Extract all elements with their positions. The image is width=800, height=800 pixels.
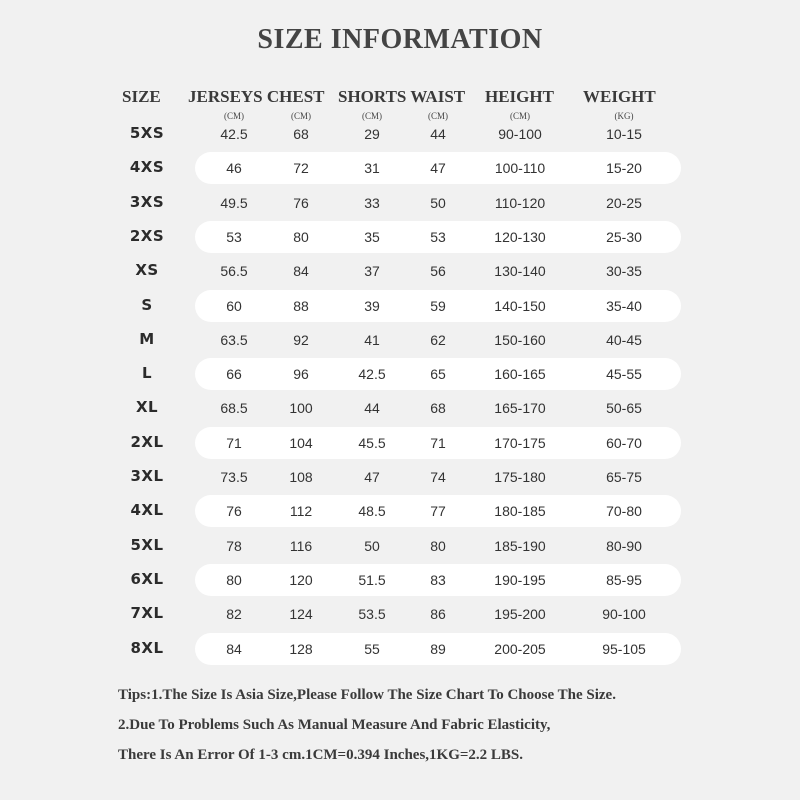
page-title: SIZE INFORMATION [257, 24, 543, 55]
header-shorts-waist: SHORTS WAIST [338, 87, 466, 106]
table-cell: 80 [293, 229, 309, 245]
table-cell: 68.5 [220, 400, 248, 416]
table-cell: 47 [430, 160, 446, 176]
table-cell: 104 [289, 435, 313, 451]
table-cell: 78 [226, 538, 242, 554]
size-label: 3XL [130, 467, 164, 485]
table-cell: 66 [226, 366, 242, 382]
size-label: 2XL [130, 433, 164, 451]
table-cell: 112 [289, 503, 313, 519]
table-cell: 195-200 [494, 606, 546, 622]
table-cell: 170-175 [494, 435, 546, 451]
size-label: XS [135, 261, 159, 279]
table-row [0, 220, 800, 254]
size-label: L [141, 364, 153, 382]
table-row [0, 254, 800, 288]
table-cell: 88 [293, 298, 309, 314]
table-cell: 116 [289, 538, 313, 554]
table-cell: 76 [226, 503, 242, 519]
table-cell: 35-40 [606, 298, 642, 314]
table-cell: 110-120 [494, 195, 546, 211]
table-cell: 90-100 [498, 126, 542, 142]
table-row [0, 494, 800, 528]
table-cell: 35 [364, 229, 380, 245]
table-cell: 160-165 [494, 366, 546, 382]
table-cell: 71 [226, 435, 242, 451]
table-cell: 74 [430, 469, 446, 485]
table-row [0, 632, 800, 666]
table-cell: 71 [430, 435, 446, 451]
unit-label: (CM) [224, 111, 244, 121]
table-cell: 175-180 [494, 469, 546, 485]
table-row [0, 426, 800, 460]
table-row [0, 529, 800, 563]
table-cell: 31 [364, 160, 380, 176]
table-cell: 82 [226, 606, 242, 622]
table-cell: 56 [430, 263, 446, 279]
table-cell: 39 [364, 298, 380, 314]
table-cell: 190-195 [494, 572, 546, 588]
table-cell: 65-75 [606, 469, 642, 485]
table-cell: 120 [289, 572, 313, 588]
size-label: 6XL [130, 570, 164, 588]
table-cell: 128 [289, 641, 313, 657]
table-cell: 44 [430, 126, 446, 142]
table-cell: 55 [364, 641, 380, 657]
table-cell: 85-95 [606, 572, 642, 588]
table-row [0, 289, 800, 323]
unit-label: (CM) [510, 111, 530, 121]
table-cell: 42.5 [220, 126, 248, 142]
tip-line-2: 2.Due To Problems Such As Manual Measure And Fabric Elasticity, [118, 717, 551, 733]
table-cell: 15-20 [606, 160, 642, 176]
table-cell: 89 [430, 641, 446, 657]
table-cell: 140-150 [494, 298, 546, 314]
table-cell: 80-90 [606, 538, 642, 554]
table-cell: 200-205 [494, 641, 546, 657]
table-cell: 77 [430, 503, 446, 519]
table-cell: 45-55 [606, 366, 642, 382]
table-cell: 72 [293, 160, 309, 176]
table-cell: 37 [364, 263, 380, 279]
table-cell: 80 [226, 572, 242, 588]
unit-label: (CM) [291, 111, 311, 121]
table-cell: 60-70 [606, 435, 642, 451]
header-height: HEIGHT [485, 87, 554, 106]
table-cell: 83 [430, 572, 446, 588]
table-cell: 40-45 [606, 332, 642, 348]
table-cell: 42.5 [358, 366, 386, 382]
table-cell: 165-170 [494, 400, 546, 416]
size-label: S [141, 296, 153, 314]
table-cell: 130-140 [494, 263, 546, 279]
table-row [0, 597, 800, 631]
table-cell: 86 [430, 606, 446, 622]
table-cell: 45.5 [358, 435, 386, 451]
table-cell: 41 [364, 332, 380, 348]
table-cell: 76 [293, 195, 309, 211]
table-cell: 180-185 [494, 503, 546, 519]
tip-line-1: Tips:1.The Size Is Asia Size,Please Follow The Size Chart To Choose The Size. [118, 687, 616, 703]
table-cell: 30-35 [606, 263, 642, 279]
table-cell: 84 [293, 263, 309, 279]
table-cell: 84 [226, 641, 242, 657]
table-cell: 120-130 [494, 229, 546, 245]
tip-line-3: There Is An Error Of 1-3 cm.1CM=0.394 Inches,1KG=2.2 LBS. [118, 747, 524, 763]
table-cell: 80 [430, 538, 446, 554]
table-cell: 73.5 [220, 469, 248, 485]
size-label: 5XS [129, 124, 165, 142]
table-cell: 68 [430, 400, 446, 416]
table-cell: 48.5 [358, 503, 386, 519]
table-cell: 50 [364, 538, 380, 554]
table-row [0, 151, 800, 185]
table-cell: 56.5 [220, 263, 248, 279]
table-cell: 63.5 [220, 332, 248, 348]
size-label: XL [135, 398, 159, 416]
table-cell: 29 [364, 126, 380, 142]
table-cell: 70-80 [606, 503, 642, 519]
table-cell: 46 [226, 160, 242, 176]
unit-label: (CM) [428, 111, 448, 121]
header-jerseys-chest: JERSEYS CHEST [188, 87, 325, 106]
table-row [0, 460, 800, 494]
table-cell: 90-100 [602, 606, 646, 622]
table-cell: 92 [293, 332, 309, 348]
header-weight: WEIGHT [583, 87, 656, 106]
table-cell: 25-30 [606, 229, 642, 245]
table-row [0, 563, 800, 597]
table-cell: 59 [430, 298, 446, 314]
table-cell: 33 [364, 195, 380, 211]
table-cell: 96 [293, 366, 309, 382]
size-label: 3XS [129, 193, 165, 211]
table-cell: 50-65 [606, 400, 642, 416]
size-label: M [139, 330, 155, 348]
size-label: 2XS [129, 227, 165, 245]
table-row [0, 357, 800, 391]
table-row [0, 391, 800, 425]
table-cell: 51.5 [358, 572, 386, 588]
table-row [0, 323, 800, 357]
table-cell: 53 [430, 229, 446, 245]
table-cell: 20-25 [606, 195, 642, 211]
table-cell: 53.5 [358, 606, 386, 622]
size-label: 7XL [130, 604, 164, 622]
table-cell: 124 [289, 606, 313, 622]
table-cell: 150-160 [494, 332, 546, 348]
table-cell: 95-105 [602, 641, 646, 657]
size-label: 4XL [130, 501, 164, 519]
table-row [0, 117, 800, 151]
table-cell: 62 [430, 332, 446, 348]
table-cell: 100-110 [494, 160, 546, 176]
table-cell: 100 [289, 400, 313, 416]
table-cell: 65 [430, 366, 446, 382]
table-cell: 50 [430, 195, 446, 211]
table-cell: 68 [293, 126, 309, 142]
table-cell: 60 [226, 298, 242, 314]
table-cell: 49.5 [220, 195, 248, 211]
table-row [0, 186, 800, 220]
table-cell: 44 [364, 400, 380, 416]
header-size: SIZE [122, 87, 161, 106]
size-label: 8XL [130, 639, 164, 657]
unit-label: (KG) [614, 111, 634, 121]
table-cell: 53 [226, 229, 242, 245]
table-cell: 47 [364, 469, 380, 485]
size-label: 5XL [130, 536, 164, 554]
table-cell: 185-190 [494, 538, 546, 554]
size-label: 4XS [129, 158, 165, 176]
unit-label: (CM) [362, 111, 382, 121]
table-cell: 108 [289, 469, 313, 485]
table-cell: 10-15 [606, 126, 642, 142]
